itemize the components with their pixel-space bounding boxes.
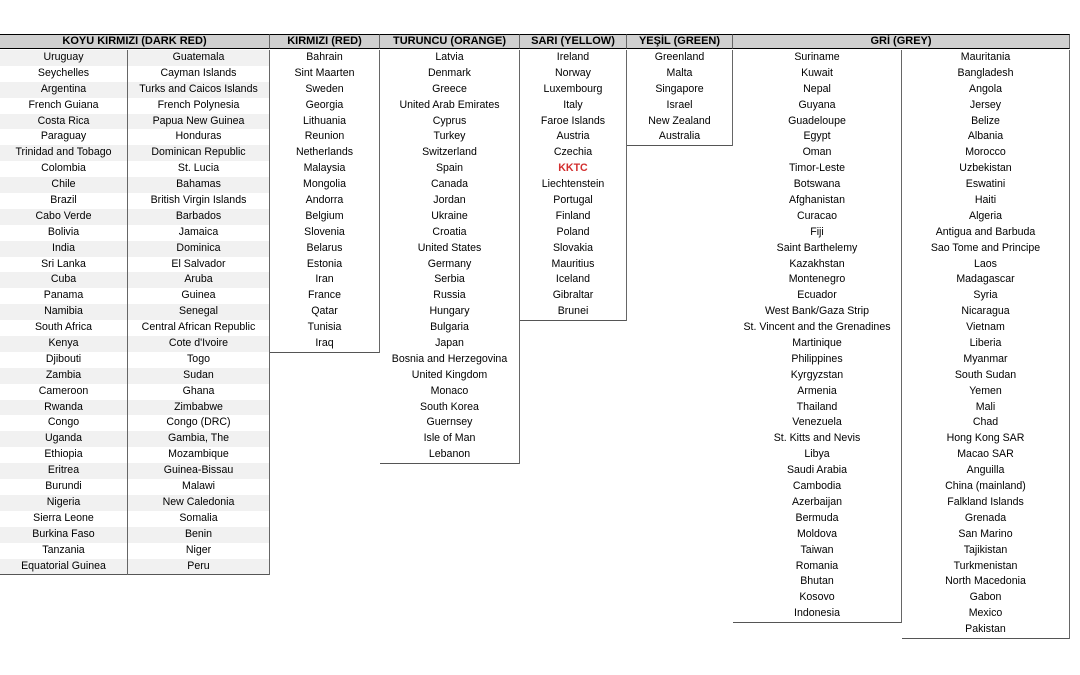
country-cell: India [0,241,127,257]
country-cell: Bolivia [47,225,80,238]
country-cell: Mongolia [303,178,346,191]
country-cell: Canada [430,178,469,191]
country-cell: St. Vincent and the Grenadines [743,321,891,334]
country-cell: British Virgin Islands [150,194,247,207]
country-cell: Guatemala [128,50,269,66]
country-cell: Philippines [791,352,843,365]
country-cell: Yemen [969,384,1002,397]
country-cell: Grenada [964,511,1007,524]
country-cell: Lebanon [380,447,519,464]
country-cell: Iceland [555,273,591,286]
country-cell: Romania [795,559,839,572]
country-cell: Algeria [969,209,1002,222]
country-cell: Sao Tome and Principe [930,241,1041,254]
country-cell: Senegal [128,304,269,320]
country-cell: Cuba [0,272,127,288]
country-cell: Hungary [429,305,470,318]
country-cell: Eswatini [965,178,1006,191]
country-cell: Reunion [304,130,345,143]
country-cell: Jamaica [178,225,219,238]
country-cell: Burkina Faso [0,527,127,543]
country-cell: Turks and Caicos Islands [128,82,269,98]
country-cell: Sudan [128,368,269,384]
country-cell: Lithuania [302,114,346,127]
country-cell: Dominican Republic [128,145,269,161]
column-grey-2 [902,50,1070,639]
country-cell: Latvia [435,51,464,63]
column-grey-1 [733,50,902,623]
country-cell: France [308,289,341,302]
country-cell: Malaysia [303,162,346,175]
country-cell: Chad [972,416,999,429]
country-cell: Ecuador [797,289,837,302]
country-cell: Morocco [965,146,1006,159]
country-cell: South Korea [420,400,479,413]
country-cell: Syria [973,289,998,302]
country-cell: Burundi [45,480,82,493]
country-cell: Isle of Man [423,432,476,445]
country-cell: Kyrgyzstan [790,368,844,381]
country-cell: Botswana [793,178,841,191]
country-cell: South Africa [34,321,93,334]
country-cell: Gambia, The [128,431,269,447]
country-cell: Oman [802,146,832,159]
country-cell: Georgia [305,98,344,111]
country-cell: Moldova [796,527,838,540]
country-cell: Singapore [655,82,704,95]
column-green [627,50,733,146]
country-cell: Bangladesh [957,66,1014,79]
country-cell: Ukraine [431,209,468,222]
header-orange: TURUNCU (ORANGE) [380,34,520,49]
country-cell: United Kingdom [411,368,488,381]
country-cell: Eritrea [0,463,127,479]
country-cell: Timor-Leste [788,162,846,175]
country-cell: Haiti [974,194,997,207]
country-cell: Kosovo [799,591,835,604]
country-cell: Mozambique [168,448,229,461]
country-cell: Australia [627,129,732,146]
country-cell: West Bank/Gaza Strip [764,305,870,318]
country-cell: Cote d'Ivoire [128,336,269,352]
country-cell: Togo [187,352,210,365]
country-cell: Egypt [803,130,831,143]
country-cell: Spain [435,162,464,175]
country-cell: Madagascar [956,273,1015,286]
country-cell: Somalia [179,511,218,524]
country-cell: Israel [666,98,693,111]
country-cell: Kenya [0,336,127,352]
country-cell: Japan [435,337,464,350]
country-cell: Guinea [181,289,216,302]
country-cell: Antigua and Barbuda [935,225,1036,238]
country-cell: Norway [555,66,591,79]
country-cell: Honduras [175,130,222,143]
country-cell: Equatorial Guinea [0,559,127,576]
country-cell: Turkey [433,130,466,143]
country-cell: China (mainland) [945,480,1026,493]
country-cell: French Polynesia [157,98,240,111]
header-yellow: SARI (YELLOW) [520,34,627,49]
header-red: KIRMIZI (RED) [270,34,380,49]
country-cell: New Caledonia [128,495,269,511]
country-cell: Paraguay [40,130,87,143]
column-dark-red-2 [128,50,270,575]
country-cell: Uzbekistan [959,162,1012,175]
country-cell: Albania [967,130,1004,143]
country-cell: Mexico [968,607,1003,620]
country-cell: Venezuela [792,416,842,429]
header-dark-red: KOYU KIRMIZI (DARK RED) [0,34,270,49]
country-cell: Zambia [0,368,127,384]
country-cell: Switzerland [422,146,477,159]
country-cell: Costa Rica [0,114,127,130]
country-cell: Iraq [270,336,379,353]
country-cell: Gabon [969,591,1002,604]
country-cell: Afghanistan [789,194,845,207]
country-cell: Nigeria [0,495,127,511]
country-cell: Gibraltar [552,289,594,302]
country-cell: Colombia [41,162,86,175]
country-cell: Slovakia [552,241,594,254]
country-cell: Turkmenistan [953,559,1018,572]
country-cell: Macao SAR [957,448,1014,461]
country-cell: New Zealand [648,114,711,127]
country-cell: Sint Maarten [294,66,355,79]
country-cell: Bhutan [800,575,834,588]
country-cell: Laos [974,257,997,270]
country-cell: Iran [315,273,334,286]
country-cell: Anguilla [966,464,1005,477]
country-cell: Panama [43,289,84,302]
country-cell: Saudi Arabia [786,464,848,477]
country-cell: San Marino [958,527,1013,540]
country-cell: Armenia [797,384,837,397]
country-cell: Vietnam [966,321,1005,334]
country-cell: Jersey [969,98,1002,111]
country-cell: Uganda [0,431,127,447]
country-cell: Greenland [654,51,705,63]
country-cell: Bahrain [306,51,343,63]
country-cell: Uruguay [0,50,127,66]
country-cell: Sweden [305,82,344,95]
country-cell: Finland [555,209,591,222]
country-cell: Montenegro [788,273,846,286]
country-cell: Barbados [128,209,269,225]
country-cell: Ireland [556,51,590,63]
country-cell: United Arab Emirates [399,98,500,111]
country-cell: Taiwan [800,543,834,556]
country-cell: Thailand [796,400,838,413]
country-cell: Faroe Islands [540,114,606,127]
country-cell: Tajikistan [963,543,1008,556]
country-cell: Rwanda [0,400,127,416]
country-cell: Monaco [430,384,469,397]
country-cell: Greece [432,82,467,95]
country-cell: Seychelles [37,66,90,79]
country-cell: Sri Lanka [41,257,86,270]
country-cell: Guadeloupe [788,114,846,127]
country-cell: Curacao [796,209,838,222]
country-cell: Jordan [433,194,466,207]
country-cell: Tunisia [307,321,342,334]
country-cell: Tanzania [42,543,85,556]
country-cell: Nicaragua [961,305,1010,318]
country-cell: Malawi [182,480,215,493]
country-cell: Pakistan [902,622,1069,639]
country-cell: Germany [427,257,472,270]
country-cell: Falkland Islands [947,495,1024,508]
country-cell: Netherlands [295,146,354,159]
country-cell: Austria [556,130,590,143]
country-cell: Belarus [306,241,343,254]
country-cell: Congo [47,416,80,429]
country-cell: Libya [804,448,830,461]
country-cell: Benin [128,527,269,543]
country-cell: Serbia [434,273,465,286]
header-grey: GRİ (GREY) [733,34,1070,49]
country-cell: Luxembourg [543,82,603,95]
header-green: YEŞİL (GREEN) [627,34,733,49]
country-cell: Congo (DRC) [166,416,231,429]
country-cell: Myanmar [963,352,1008,365]
country-cell: Andorra [305,194,344,207]
country-cell: Ghana [182,384,215,397]
country-cell: South Sudan [954,368,1017,381]
country-cell: Mauritius [551,257,595,270]
country-cell: Bermuda [795,511,839,524]
column-yellow [520,50,627,321]
country-cell: French Guiana [28,98,99,111]
country-cell: Malta [666,66,693,79]
column-red [270,50,380,353]
country-cell: Chile [0,177,127,193]
country-cell: Hong Kong SAR [946,432,1025,445]
country-cell: Angola [969,82,1002,95]
country-cell: Cyprus [432,114,467,127]
country-cell: Italy [563,98,583,111]
country-cell: Zimbabwe [128,400,269,416]
country-cell: Portugal [553,194,593,207]
country-cell: Estonia [306,257,343,270]
country-cell: Namibia [0,304,127,320]
country-cell: Martinique [792,337,842,350]
country-cell: Sierra Leone [33,511,94,524]
country-cell: Brunei [520,304,626,321]
country-cell: North Macedonia [945,575,1026,588]
country-cell: Guernsey [426,416,473,429]
country-cell: Slovenia [304,225,345,238]
country-cell: Russia [433,289,466,302]
country-cell: Central African Republic [141,321,256,334]
country-cell: KKTC [558,162,588,175]
country-cell: Saint Barthelemy [776,241,858,254]
country-cell: Bulgaria [430,321,469,334]
country-cell: St. Lucia [177,162,220,175]
country-cell: Mali [975,400,996,413]
country-cell: Czechia [553,146,593,159]
country-cell: Azerbaijan [791,495,843,508]
country-cell: Guinea-Bissau [128,463,269,479]
country-cell: Belgium [305,209,344,222]
country-cell: Aruba [128,272,269,288]
country-cell: Qatar [311,305,338,318]
country-cell: St. Kitts and Nevis [773,432,861,445]
country-cell: Poland [556,225,590,238]
country-cell: Cameroon [38,384,89,397]
country-cell: Fiji [810,225,824,238]
country-cell: Cayman Islands [160,66,237,79]
country-cell: Peru [128,559,269,576]
country-cell: Bosnia and Herzegovina [391,352,508,365]
country-cell: Brazil [50,194,77,207]
country-cell: Dominica [128,241,269,257]
country-cell: Suriname [794,51,840,63]
country-cell: Liechtenstein [541,178,605,191]
country-cell: Belize [971,114,1000,127]
country-cell: Trinidad and Tobago [0,145,127,161]
country-cell: Djibouti [45,352,82,365]
country-cell: Indonesia [733,606,901,623]
country-cell: Liberia [969,337,1002,350]
country-cell: Mauritania [960,51,1011,63]
country-cell: Croatia [432,225,467,238]
country-cell: Denmark [428,66,471,79]
country-cell: Nepal [803,82,831,95]
country-cell: Ethiopia [44,448,83,461]
country-cell: Argentina [0,82,127,98]
country-cell: Cabo Verde [0,209,127,225]
country-cell: Papua New Guinea [128,114,269,130]
country-cell: Kazakhstan [789,257,845,270]
country-cell: Bahamas [128,177,269,193]
country-cell: United States [417,241,482,254]
country-cell: El Salvador [171,257,226,270]
country-cell: Kuwait [801,66,833,79]
column-orange [380,50,520,464]
country-cell: Guyana [798,98,836,111]
country-cell: Niger [185,543,212,556]
column-dark-red-1 [0,50,128,575]
country-cell: Cambodia [792,480,842,493]
